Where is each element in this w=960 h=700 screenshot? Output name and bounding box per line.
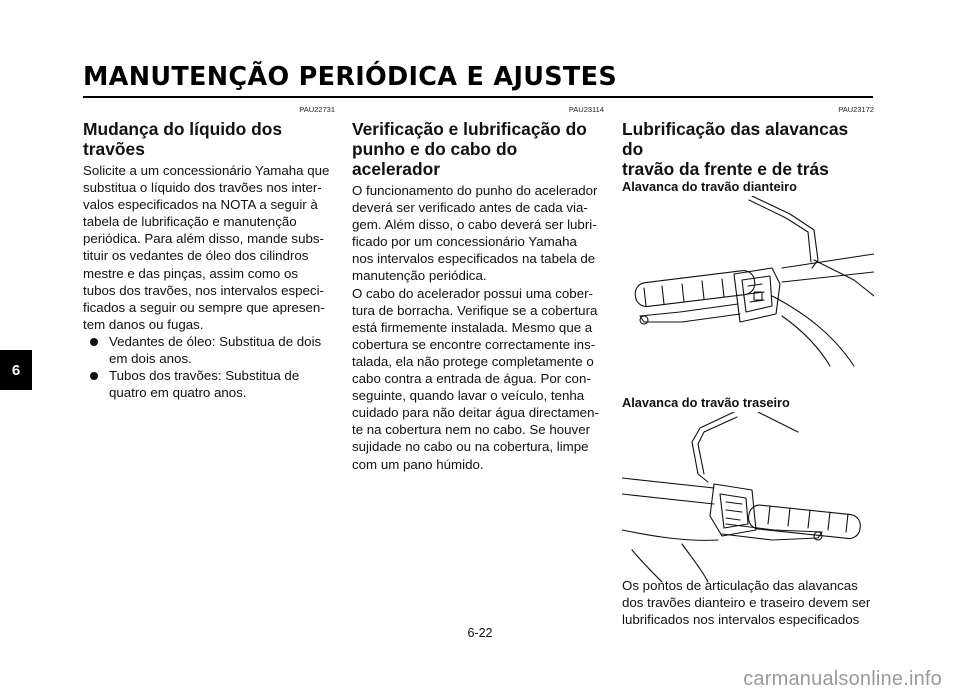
text-line: te na cobertura nem no cabo. Se houver [352, 422, 591, 438]
text-line: O funcionamento do punho do acelerador [352, 183, 598, 198]
text-line: Os pontos de articulação das alavancas [622, 578, 858, 593]
page-number: 6-22 [467, 626, 493, 640]
header-rule [83, 96, 873, 98]
text-line: periódica. Para além disso, mande subs- [83, 231, 324, 247]
page-title: MANUTENÇÃO PERIÓDICA E AJUSTES [83, 62, 617, 92]
text-line: talada, ela não protege completamente o [352, 353, 594, 369]
paragraph [622, 577, 874, 628]
text-line: ficados a seguir ou sempre que apresen- [83, 299, 325, 315]
section-brake-fluid [83, 105, 335, 401]
text-line: tabela de lubrificação e manutenção [83, 214, 297, 230]
bullet-item [83, 333, 335, 367]
heading-line: Verificação e lubrificação do [352, 119, 587, 139]
text-line: gem. Além disso, o cabo deverá ser lubri- [352, 217, 597, 233]
section-code: PAU23114 [568, 105, 604, 114]
watermark: carmanualsonline.info [743, 668, 942, 690]
bullet-icon [90, 338, 98, 346]
text-line: lubrificados nos intervalos especificados [622, 612, 860, 628]
heading-line: Lubrificação das alavancas do [622, 119, 849, 159]
text-line: em dois anos. [109, 351, 192, 367]
bullet-icon [90, 372, 98, 380]
text-line: manutenção periódica. [352, 268, 487, 284]
text-line: dos travões dianteiro e traseiro devem ser [622, 595, 871, 611]
text-line: Vedantes de óleo: Substitua de dois [109, 333, 322, 349]
text-line: tituir os vedantes de óleo dos cilindros [83, 248, 309, 264]
section-code: PAU23172 [838, 105, 874, 114]
front-brake-lever-illustration [622, 196, 874, 368]
bullet-item [83, 367, 335, 401]
heading-line: travões [83, 139, 145, 159]
text-line: seguinte, quando lavar o veículo, tenha [352, 388, 585, 404]
text-line: Solicite a um concessionário Yamaha que [83, 163, 330, 178]
text-line: cobertura se encontre correctamente ins- [352, 336, 596, 352]
text-line: valos especificados na NOTA a seguir à [83, 197, 318, 213]
lever-lubrication-text [622, 577, 874, 628]
text-line: quatro em quatro anos. [109, 385, 247, 401]
text-line: está firmemente instalada. Mesmo que a [352, 319, 593, 335]
text-line: O cabo do acelerador possui uma cober- [352, 285, 593, 301]
text-line: substitua o líquido dos travões nos inter- [83, 180, 322, 196]
text-line: tubos dos travões, nos intervalos especi- [83, 282, 324, 298]
text-line: sujidade no cabo ou na cobertura, limpe [352, 439, 589, 455]
text-line: com um pano húmido. [352, 456, 484, 472]
text-line: nos intervalos especificados na tabela de [352, 251, 596, 267]
section-throttle-cable [352, 105, 604, 473]
section-heading [622, 119, 874, 179]
heading-line: Mudança do líquido dos [83, 119, 283, 139]
text-line: tem danos ou fugas. [83, 316, 204, 332]
text-line: cabo contra a entrada de água. Por con- [352, 371, 591, 387]
text-line: tura de borracha. Verifique se a cobertura [352, 302, 598, 318]
chapter-tab: 6 [0, 350, 32, 390]
text-line: mestre e das pinças, assim como os [83, 265, 299, 281]
subheading-rear-lever: Alavanca do travão traseiro [622, 395, 790, 410]
heading-line: travão da frente e de trás [622, 159, 829, 179]
rear-brake-lever-illustration [622, 412, 874, 584]
section-heading [352, 119, 604, 179]
subheading-front-lever: Alavanca do travão dianteiro [622, 179, 797, 194]
heading-line: punho e do cabo do acelerador [352, 139, 518, 179]
section-brake-levers [622, 105, 874, 182]
section-heading [83, 119, 335, 159]
section-code: PAU22731 [299, 105, 335, 114]
text-line: cuidado para não deitar água directamen- [352, 405, 599, 421]
text-line: ficado por um concessionário Yamaha [352, 234, 577, 250]
paragraph [83, 162, 335, 333]
paragraph [352, 182, 604, 473]
text-line: deverá ser verificado antes de cada via- [352, 200, 588, 216]
text-line: Tubos dos travões: Substitua de [109, 368, 300, 384]
